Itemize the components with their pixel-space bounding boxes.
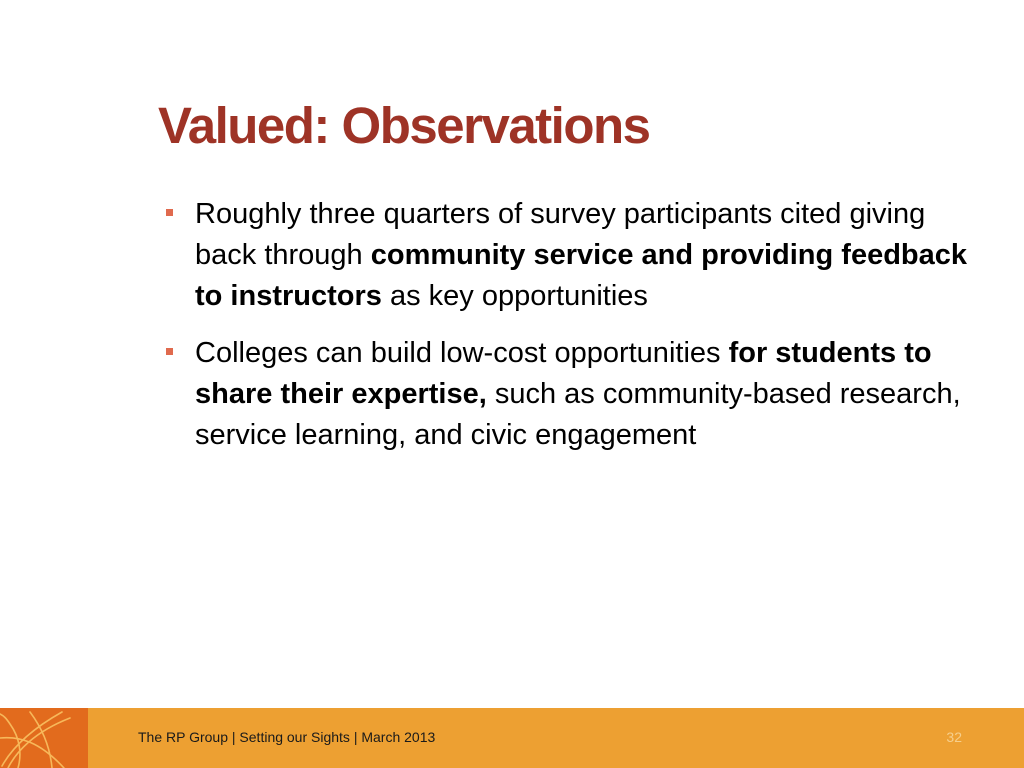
footer-bar <box>0 708 1024 768</box>
square-bullet-icon <box>166 209 173 216</box>
bullet-item <box>166 333 976 456</box>
bullet-text <box>195 337 961 451</box>
bullet-run: such as community-based research, service learning, and civic engagement <box>195 378 961 451</box>
bullet-item <box>166 194 976 317</box>
bullet-list <box>166 194 976 472</box>
page-number: 32 <box>946 729 962 745</box>
bullet-run-bold: community service and providing feedback to instructors <box>195 239 968 312</box>
bullet-run: Roughly three quarters of survey participants cited giving back through <box>195 198 926 271</box>
bullet-run: as key opportunities <box>381 280 648 312</box>
bullet-run-bold: for students to share their expertise, <box>195 337 932 410</box>
slide-title: Valued: Observations <box>158 97 650 154</box>
bullet-run: Colleges can build low-cost opportunities <box>195 337 729 369</box>
square-bullet-icon <box>166 348 173 355</box>
footer-text: The RP Group | Setting our Sights | March 2013 <box>138 729 436 745</box>
bullet-text <box>195 198 967 312</box>
rp-group-swirl-logo-icon <box>0 708 88 768</box>
logo-swirl-graphic <box>0 708 88 768</box>
